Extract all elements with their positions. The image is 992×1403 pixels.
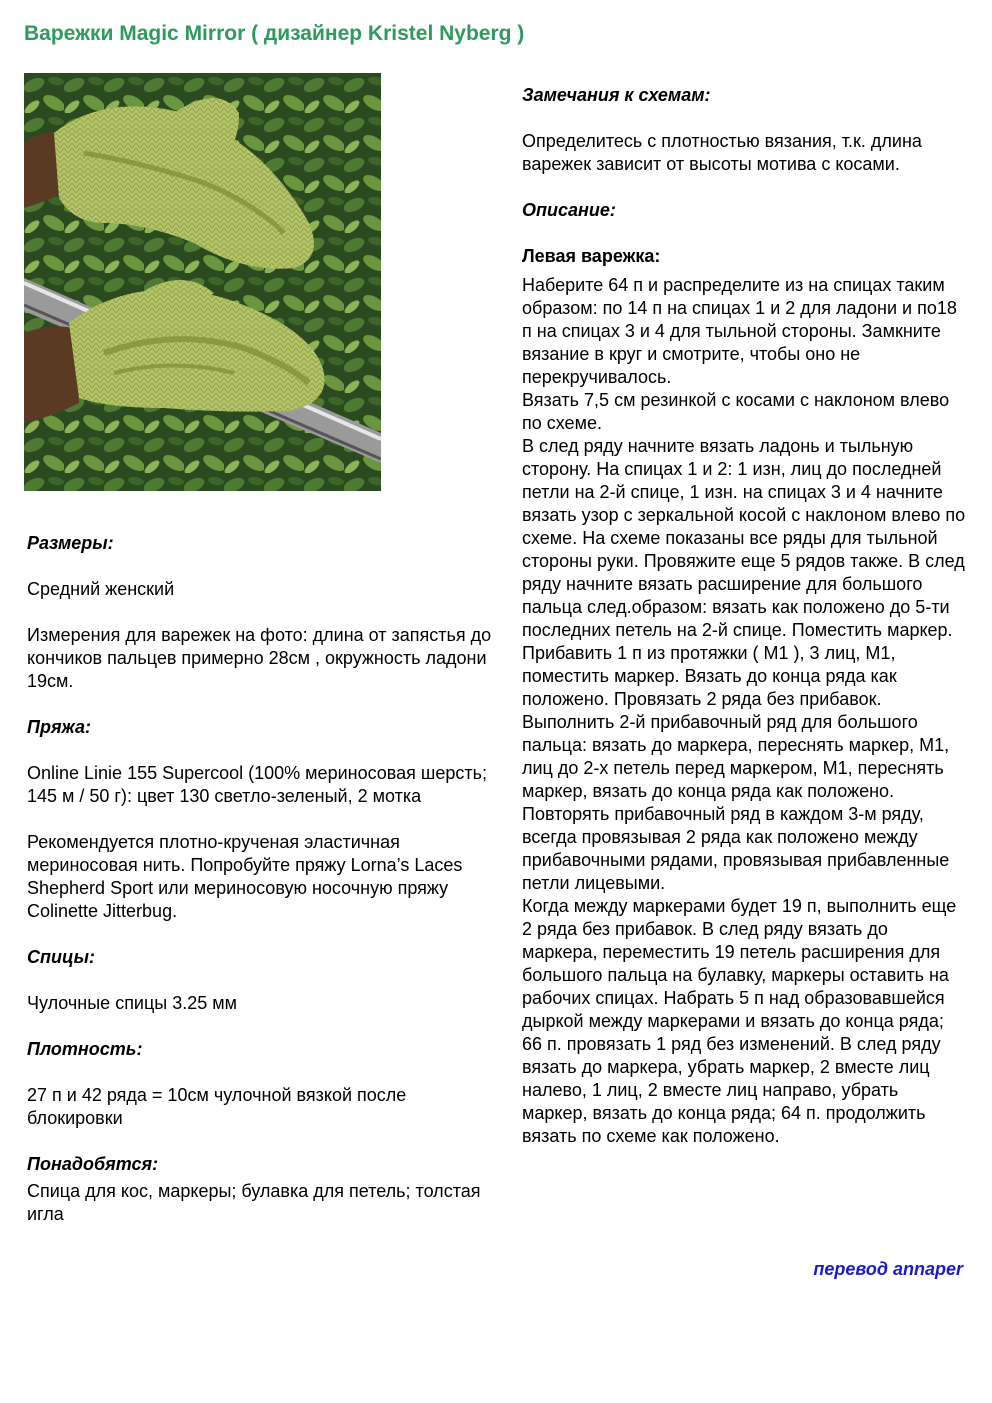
notes-heading: Замечания к схемам: (522, 85, 711, 105)
mittens-photo (24, 73, 381, 491)
right-column (522, 84, 967, 1148)
instruction-paragraph: Наберите 64 п и распределите из на спицах таким образом: по 14 п на спицах 1 и 2 для ладони и по18 п на спицах 3 и 4 для тыльной стороны. Замкните вязание в круг и смотрите, чтобы оно не перекручивалось. (522, 275, 957, 387)
notes-text: Определитесь с плотностью вязания, т.к. длина варежек зависит от высоты мотива с косами. (522, 131, 922, 174)
notions-text: Спица для кос, маркеры; булавка для петель; толстая игла (27, 1181, 481, 1224)
instruction-paragraph: Вязать 7,5 см резинкой с косами с наклоном влево по схеме. (522, 390, 950, 433)
left-column (27, 532, 497, 1226)
page-title: Варежки Magic Mirror ( дизайнер Kristel Nyberg ) (24, 22, 525, 45)
needles-heading: Спицы: (27, 947, 95, 967)
left-mitten-heading: Левая варежка: (522, 246, 661, 266)
translator-credit: перевод annaper (813, 1259, 963, 1279)
mittens-photo-icon (24, 73, 381, 491)
sizes-heading: Размеры: (27, 533, 114, 553)
yarn-heading: Пряжа: (27, 717, 92, 737)
yarn-text: Online Linie 155 Supercool (100% мериносовая шерсть; 145 м / 50 г): цвет 130 светло-зеленый, 2 мотка (27, 763, 488, 806)
gauge-text: 27 п и 42 ряда = 10см чулочной вязкой после блокировки (27, 1085, 407, 1128)
notions-heading: Понадобятся: (27, 1154, 159, 1174)
sizes-text: Средний женский (27, 579, 175, 599)
instruction-paragraph: Повторять прибавочный ряд в каждом 3-м ряду, всегда провязывая 2 ряда как положено между прибавочными рядами, провязывая прибавленные петли лицевыми. (522, 804, 950, 893)
yarn-recommend-text: Рекомендуется плотно-крученая эластичная мериносовая нить. Попробуйте пряжу Lorna’s Laces Shepherd Sport или мериносовую носочную пряжу Colinette Jitterbug. (27, 832, 463, 921)
instruction-paragraph: В след ряду начните вязать ладонь и тыльную сторону. На спицах 1 и 2: 1 изн, лиц до последней петли на 2-й спице, 1 изн. на спицах 3 и 4 начните вязать узор с зеркальной косой с наклоном влево по схеме. На схеме показаны все ряды для тыльной стороны руки. Провяжите еще 5 рядов также. В след ряду начните вязать расширение для большого пальца след.образом: вязать как положено до 5-ти последних петель на 2-й спице. Поместить маркер. Прибавить 1 п из протяжки ( М1 ), 3 лиц, М1, поместить маркер. Вязать до конца ряда как положено. Провязать 2 ряда без прибавок. Выполнить 2-й прибавочный ряд для большого пальца: вязать до маркера, переснять маркер, М1, лиц до 2-х петель перед маркером, М1, переснять маркер, вязать до конца ряда как положено. (522, 436, 966, 801)
gauge-heading: Плотность: (27, 1039, 143, 1059)
description-heading: Описание: (522, 200, 616, 220)
needles-text: Чулочные спицы 3.25 мм (27, 993, 238, 1013)
instruction-paragraph: Когда между маркерами будет 19 п, выполнить еще 2 ряда без прибавок. В след ряду вязать до маркера, переместить 19 петель расширения для большого пальца на булавку, маркеры оставить на рабочих спицах. Набрать 5 п над образовавшейся дыркой между маркерами и вязать до конца ряда; 66 п. провязать 1 ряд без изменений. В след ряду вязать до маркера, убрать маркер, 2 вместе лиц налево, 1 лиц, 2 вместе лиц направо, убрать маркер, вязать до конца ряда; 64 п. продолжить вязать по схеме как положено. (522, 896, 957, 1146)
measurements-text: Измерения для варежек на фото: длина от запястья до кончиков пальцев примерно 28см , окружность ладони 19см. (27, 625, 492, 691)
